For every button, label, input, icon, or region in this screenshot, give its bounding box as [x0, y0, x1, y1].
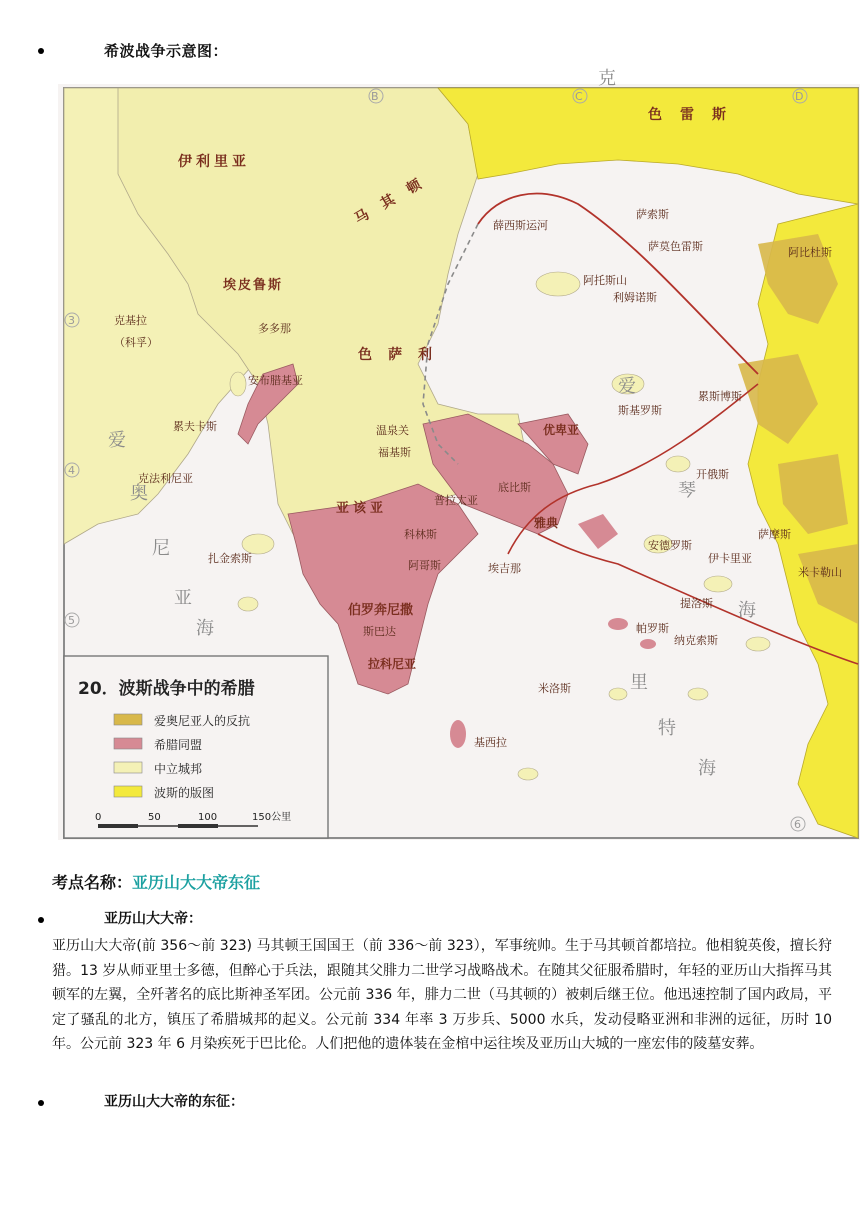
label-ionian-sea: 爱 [108, 430, 126, 451]
label-crete-sea: 克 [598, 68, 616, 89]
topic-label: 考点名称： [52, 873, 133, 892]
label-tenos: 提洛斯 [680, 597, 713, 610]
label-mycale: 米卡勒山 [798, 566, 842, 579]
legend-neutral: 中立城邦 [154, 762, 203, 776]
greco-persian-war-map [58, 68, 860, 840]
label-epidaurus: 埃吉那 [488, 562, 521, 575]
svg-text:B: B [371, 90, 379, 103]
label-athos: 阿托斯山 [583, 274, 627, 287]
list-bullet [38, 917, 44, 923]
label-euboea: 优卑亚 [543, 423, 580, 437]
alexander-paragraph: 亚历山大大帝(前 356～前 323) 马其顿王国国王（前 336～前 323），军事统帅。生于马其顿首都培拉。他相貌英俊，擅长狩猎。13 岁从师亚里士多德，但醉心于兵法，跟随其父腓力二世学习战略战术。在随其父征服希腊时，年轻的亚历山大指挥马其顿军的左翼，全歼著名的底比斯神圣军团。公元前 336 年，腓力二世（马其顿的）被刺后继王位。他迅速控制了国内政局，平定了骚乱的北方，镇压了希腊城邦的起义。公元前 334 年率 3 万步兵、5000 水兵，发动侵略亚洲和非洲的远征，历时 10 年。公元前 323 年 6 月染疾死于巴比伦。人们把他的遗体装在金棺中运往埃及亚历山大城的一座宏伟的陵墓安葬。 [52, 938, 832, 1052]
greek-alliance-island [608, 618, 628, 630]
label-andros: 安德罗斯 [648, 539, 692, 552]
label-thermopylae: 温泉关 [376, 424, 409, 437]
neutral-island [746, 637, 770, 651]
label-thebes: 底比斯 [498, 481, 531, 494]
label-kythera: 基西拉 [474, 736, 507, 749]
label-kerkyra-note: （科孚） [114, 336, 158, 349]
neutral-island [518, 768, 538, 780]
label-aegean-1: 爱 [618, 376, 636, 397]
label-ionian-sea: 尼 [152, 538, 170, 559]
label-aetolia: 亚该亚 [336, 501, 388, 516]
label-zakynthos: 扎金索斯 [208, 552, 252, 565]
svg-text:4: 4 [68, 464, 75, 477]
label-crete-sea: 特 [658, 718, 676, 739]
label-samothrace: 萨莫色雷斯 [648, 240, 703, 253]
label-lemnos: 利姆诺斯 [613, 291, 657, 304]
label-thrace: 色雷斯 [648, 107, 744, 123]
label-kefalonia: 累夫卡斯 [173, 420, 217, 433]
neutral-island [242, 534, 274, 554]
list-bullet [38, 1100, 44, 1106]
label-abydos: 阿比杜斯 [788, 246, 832, 259]
label-ionian-sea: 亚 [174, 588, 192, 609]
label-laconia: 拉科尼亚 [368, 657, 417, 671]
legend-greek-alliance: 希腊同盟 [154, 738, 203, 752]
label-naxos: 纳克索斯 [674, 634, 718, 647]
label-delphi: 福基斯 [378, 446, 411, 459]
svg-text:C: C [575, 90, 583, 103]
neutral-island [238, 597, 258, 611]
label-athens: 雅典 [534, 516, 559, 530]
topic-line [52, 870, 260, 893]
label-chios: 开俄斯 [696, 468, 729, 481]
neutral-island [704, 576, 732, 592]
section-heading-campaign: 亚历山大大帝的东征： [104, 1094, 244, 1110]
label-peloponnese: 伯罗奔尼撒 [348, 603, 414, 618]
label-lesbos: 累斯博斯 [698, 390, 742, 403]
section-heading-alexander: 亚历山大大帝： [104, 911, 202, 927]
label-corinth: 科林斯 [404, 528, 437, 541]
svg-text:0: 0 [95, 812, 102, 823]
label-illyria: 伊利里亚 [178, 154, 250, 170]
label-crete-sea: 里 [630, 672, 648, 693]
label-ionian-sea: 海 [196, 618, 214, 639]
label-dodona: 多多那 [258, 322, 291, 335]
svg-text:100: 100 [198, 812, 218, 823]
svg-text:150公里: 150公里 [252, 812, 292, 823]
label-samos: 萨摩斯 [758, 528, 791, 541]
label-thasos: 萨索斯 [636, 208, 669, 221]
label-sparta: 斯巴达 [363, 625, 396, 638]
svg-text:5: 5 [68, 614, 75, 627]
label-ionian-sea: 奥 [130, 483, 148, 504]
map-title: 20．波斯战争中的希腊 [78, 679, 255, 699]
greek-alliance-island [640, 639, 656, 649]
label-kyllene: 克法利尼亚 [138, 472, 193, 485]
label-crete-sea: 海 [698, 758, 716, 779]
label-milos: 米洛斯 [538, 682, 571, 695]
neutral-island [536, 272, 580, 296]
svg-text:D: D [795, 90, 804, 103]
label-canal: 薛西斯运河 [493, 219, 548, 232]
label-kerkyra: 克基拉 [114, 314, 147, 327]
label-plataea: 普拉太亚 [434, 494, 478, 507]
label-argos: 阿哥斯 [408, 559, 441, 572]
neutral-island [230, 372, 246, 396]
label-macedonia: 马其顿 [352, 168, 438, 228]
topic-link[interactable]: 亚历山大大帝东征 [132, 873, 261, 892]
map-legend [64, 656, 328, 838]
greek-alliance-island [450, 720, 466, 748]
label-ambracia: 安布腊基亚 [248, 374, 303, 387]
neutral-island [688, 688, 708, 700]
label-skyros: 斯基罗斯 [618, 404, 662, 417]
legend-persian: 波斯的版图 [154, 786, 215, 800]
label-aegean-3: 海 [738, 600, 756, 621]
svg-text:50: 50 [148, 812, 161, 823]
legend-ionian-revolt: 爱奥尼亚人的反抗 [154, 714, 251, 728]
neutral-island [666, 456, 690, 472]
label-paros: 帕罗斯 [636, 622, 669, 635]
svg-text:6: 6 [794, 818, 801, 831]
label-epirus: 埃皮鲁斯 [223, 278, 284, 293]
list-bullet [38, 48, 44, 54]
label-thessaly: 色萨利 [358, 347, 448, 363]
svg-text:3: 3 [68, 314, 75, 327]
section-heading-map: 希波战争示意图： [104, 42, 229, 60]
neutral-island [609, 688, 627, 700]
label-icaria: 伊卡里亚 [708, 552, 752, 565]
label-aegean-2: 琴 [678, 480, 696, 501]
